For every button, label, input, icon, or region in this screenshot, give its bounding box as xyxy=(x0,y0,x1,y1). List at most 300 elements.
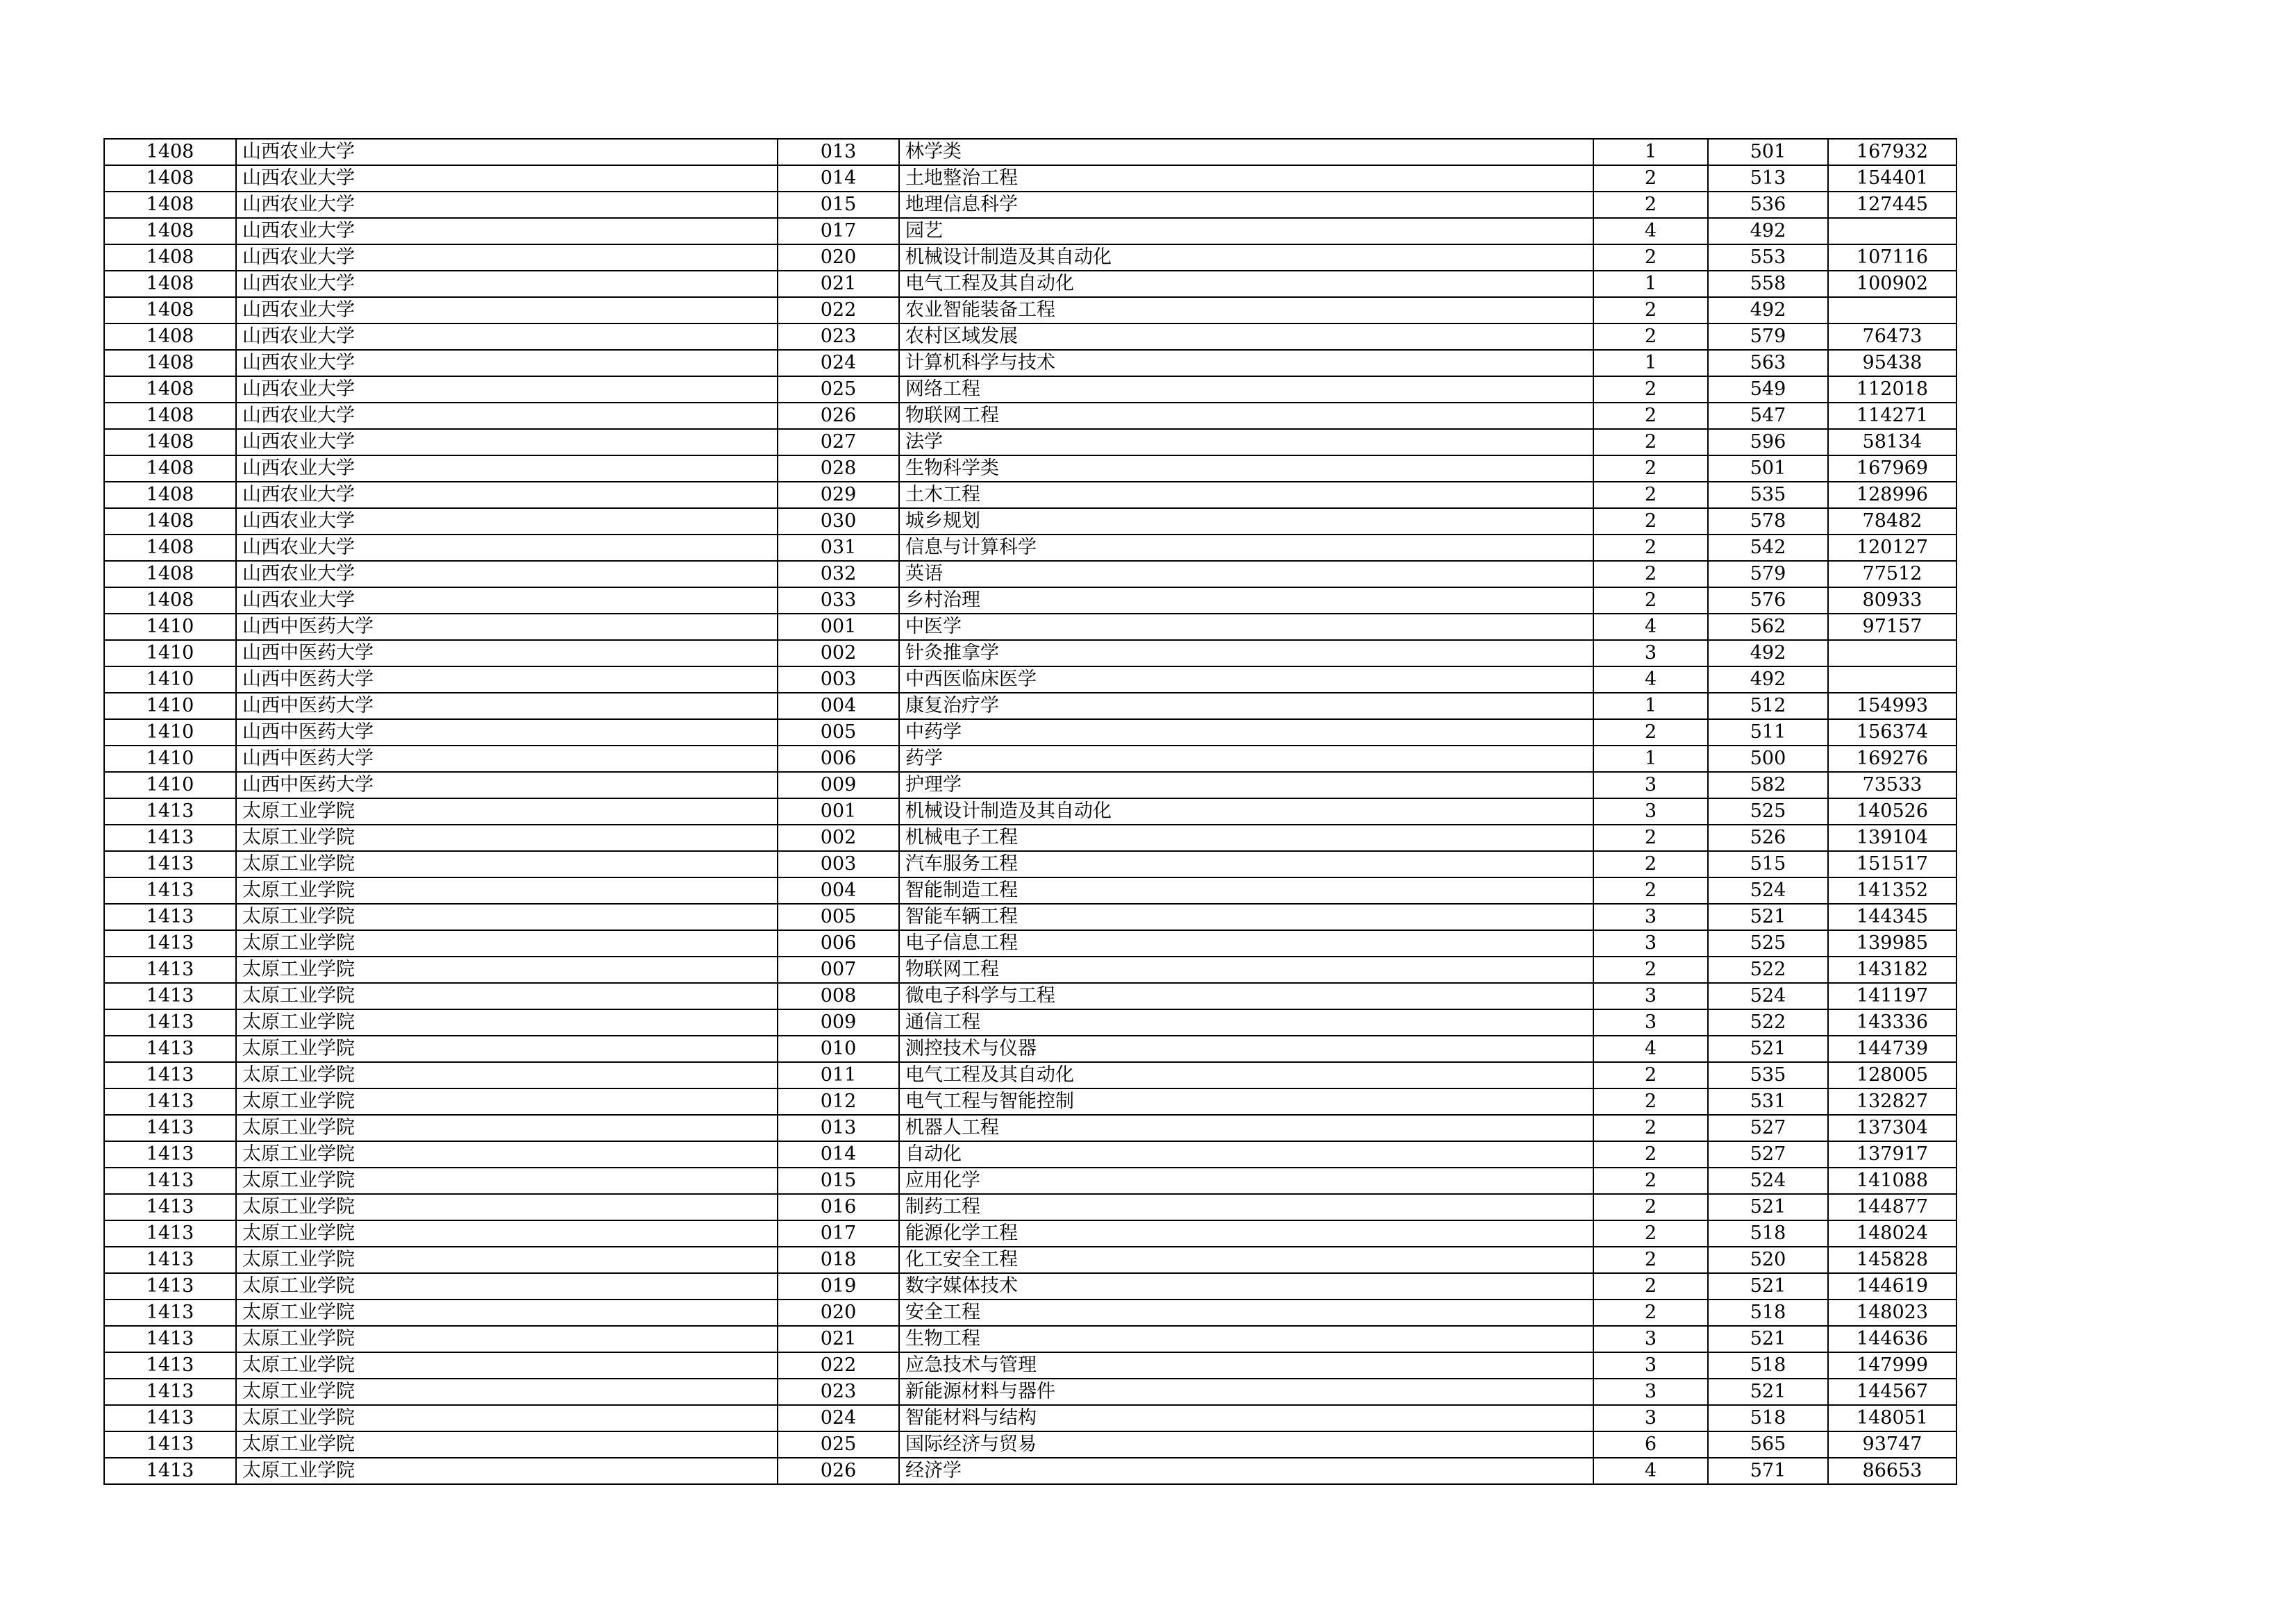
min-rank-cell: 128996 xyxy=(1828,482,1956,508)
table-row xyxy=(104,1300,1956,1326)
plan-count-cell: 2 xyxy=(1593,429,1708,455)
min-score-cell: 492 xyxy=(1708,297,1828,323)
min-rank-cell xyxy=(1828,218,1956,244)
min-score-cell: 536 xyxy=(1708,192,1828,218)
school-code-cell: 1413 xyxy=(104,851,236,877)
min-score-cell: 535 xyxy=(1708,482,1828,508)
min-score-cell: 565 xyxy=(1708,1431,1828,1458)
major-code-cell: 025 xyxy=(778,1431,899,1458)
school-code-cell: 1413 xyxy=(104,1405,236,1431)
school-name-cell: 太原工业学院 xyxy=(236,983,778,1009)
plan-count-cell: 2 xyxy=(1593,165,1708,192)
major-code-cell: 004 xyxy=(778,693,899,719)
plan-count-cell: 3 xyxy=(1593,1379,1708,1405)
major-name-cell: 林学类 xyxy=(899,139,1593,165)
major-code-cell: 025 xyxy=(778,376,899,403)
table-row xyxy=(104,719,1956,746)
school-name-cell: 山西中医药大学 xyxy=(236,614,778,640)
school-code-cell: 1413 xyxy=(104,1009,236,1036)
major-code-cell: 033 xyxy=(778,587,899,614)
plan-count-cell: 1 xyxy=(1593,693,1708,719)
major-name-cell: 数字媒体技术 xyxy=(899,1273,1593,1300)
plan-count-cell: 2 xyxy=(1593,323,1708,350)
major-name-cell: 针灸推拿学 xyxy=(899,640,1593,666)
min-score-cell: 515 xyxy=(1708,851,1828,877)
table-row xyxy=(104,1194,1956,1220)
major-code-cell: 009 xyxy=(778,1009,899,1036)
plan-count-cell: 2 xyxy=(1593,587,1708,614)
plan-count-cell: 2 xyxy=(1593,825,1708,851)
min-score-cell: 563 xyxy=(1708,350,1828,376)
school-name-cell: 太原工业学院 xyxy=(236,1247,778,1273)
school-name-cell: 太原工业学院 xyxy=(236,1352,778,1379)
major-code-cell: 016 xyxy=(778,1194,899,1220)
plan-count-cell: 2 xyxy=(1593,376,1708,403)
school-code-cell: 1408 xyxy=(104,139,236,165)
min-rank-cell: 141197 xyxy=(1828,983,1956,1009)
table-row xyxy=(104,323,1956,350)
min-rank-cell: 145828 xyxy=(1828,1247,1956,1273)
major-name-cell: 农业智能装备工程 xyxy=(899,297,1593,323)
min-score-cell: 578 xyxy=(1708,508,1828,535)
min-score-cell: 521 xyxy=(1708,1273,1828,1300)
plan-count-cell: 2 xyxy=(1593,719,1708,746)
min-score-cell: 547 xyxy=(1708,403,1828,429)
school-code-cell: 1413 xyxy=(104,1431,236,1458)
school-code-cell: 1413 xyxy=(104,1247,236,1273)
major-name-cell: 物联网工程 xyxy=(899,957,1593,983)
plan-count-cell: 3 xyxy=(1593,1352,1708,1379)
major-name-cell: 安全工程 xyxy=(899,1300,1593,1326)
school-code-cell: 1413 xyxy=(104,904,236,930)
min-rank-cell: 151517 xyxy=(1828,851,1956,877)
major-name-cell: 中药学 xyxy=(899,719,1593,746)
plan-count-cell: 4 xyxy=(1593,666,1708,693)
major-code-cell: 007 xyxy=(778,957,899,983)
school-code-cell: 1413 xyxy=(104,877,236,904)
min-score-cell: 526 xyxy=(1708,825,1828,851)
min-score-cell: 576 xyxy=(1708,587,1828,614)
plan-count-cell: 3 xyxy=(1593,904,1708,930)
plan-count-cell: 2 xyxy=(1593,561,1708,587)
min-score-cell: 558 xyxy=(1708,271,1828,297)
major-code-cell: 015 xyxy=(778,192,899,218)
plan-count-cell: 4 xyxy=(1593,614,1708,640)
min-rank-cell: 58134 xyxy=(1828,429,1956,455)
major-code-cell: 024 xyxy=(778,1405,899,1431)
min-score-cell: 579 xyxy=(1708,561,1828,587)
min-rank-cell: 95438 xyxy=(1828,350,1956,376)
min-score-cell: 501 xyxy=(1708,455,1828,482)
school-code-cell: 1413 xyxy=(104,1141,236,1168)
plan-count-cell: 1 xyxy=(1593,350,1708,376)
school-code-cell: 1408 xyxy=(104,218,236,244)
major-code-cell: 013 xyxy=(778,139,899,165)
min-score-cell: 492 xyxy=(1708,666,1828,693)
table-row xyxy=(104,983,1956,1009)
major-code-cell: 018 xyxy=(778,1247,899,1273)
school-name-cell: 太原工业学院 xyxy=(236,1088,778,1115)
min-rank-cell: 100902 xyxy=(1828,271,1956,297)
min-score-cell: 512 xyxy=(1708,693,1828,719)
min-rank-cell: 80933 xyxy=(1828,587,1956,614)
table-row xyxy=(104,1431,1956,1458)
min-score-cell: 492 xyxy=(1708,640,1828,666)
table-row xyxy=(104,482,1956,508)
school-name-cell: 山西中医药大学 xyxy=(236,666,778,693)
major-name-cell: 经济学 xyxy=(899,1458,1593,1484)
school-name-cell: 太原工业学院 xyxy=(236,1326,778,1352)
table-row xyxy=(104,772,1956,798)
school-code-cell: 1413 xyxy=(104,1062,236,1088)
plan-count-cell: 2 xyxy=(1593,1273,1708,1300)
table-row xyxy=(104,244,1956,271)
major-code-cell: 031 xyxy=(778,535,899,561)
school-name-cell: 太原工业学院 xyxy=(236,1300,778,1326)
school-code-cell: 1413 xyxy=(104,1379,236,1405)
major-name-cell: 中医学 xyxy=(899,614,1593,640)
min-score-cell: 527 xyxy=(1708,1141,1828,1168)
major-code-cell: 022 xyxy=(778,297,899,323)
plan-count-cell: 2 xyxy=(1593,877,1708,904)
plan-count-cell: 2 xyxy=(1593,1088,1708,1115)
school-name-cell: 太原工业学院 xyxy=(236,798,778,825)
min-rank-cell: 144345 xyxy=(1828,904,1956,930)
min-rank-cell: 120127 xyxy=(1828,535,1956,561)
school-name-cell: 山西农业大学 xyxy=(236,271,778,297)
school-name-cell: 山西农业大学 xyxy=(236,482,778,508)
plan-count-cell: 1 xyxy=(1593,271,1708,297)
table-row xyxy=(104,561,1956,587)
school-name-cell: 山西中医药大学 xyxy=(236,693,778,719)
min-rank-cell: 140526 xyxy=(1828,798,1956,825)
major-code-cell: 024 xyxy=(778,350,899,376)
min-rank-cell: 143182 xyxy=(1828,957,1956,983)
min-score-cell: 521 xyxy=(1708,904,1828,930)
min-rank-cell: 156374 xyxy=(1828,719,1956,746)
min-score-cell: 522 xyxy=(1708,957,1828,983)
major-name-cell: 通信工程 xyxy=(899,1009,1593,1036)
plan-count-cell: 6 xyxy=(1593,1431,1708,1458)
school-name-cell: 太原工业学院 xyxy=(236,1379,778,1405)
school-code-cell: 1413 xyxy=(104,1220,236,1247)
table-row xyxy=(104,825,1956,851)
major-name-cell: 化工安全工程 xyxy=(899,1247,1593,1273)
school-code-cell: 1413 xyxy=(104,1194,236,1220)
school-name-cell: 太原工业学院 xyxy=(236,930,778,957)
major-name-cell: 护理学 xyxy=(899,772,1593,798)
major-code-cell: 021 xyxy=(778,271,899,297)
min-rank-cell: 77512 xyxy=(1828,561,1956,587)
plan-count-cell: 3 xyxy=(1593,1009,1708,1036)
plan-count-cell: 2 xyxy=(1593,957,1708,983)
major-code-cell: 029 xyxy=(778,482,899,508)
major-name-cell: 园艺 xyxy=(899,218,1593,244)
min-rank-cell: 154401 xyxy=(1828,165,1956,192)
school-name-cell: 山西农业大学 xyxy=(236,165,778,192)
major-code-cell: 028 xyxy=(778,455,899,482)
plan-count-cell: 2 xyxy=(1593,1062,1708,1088)
min-rank-cell: 167932 xyxy=(1828,139,1956,165)
plan-count-cell: 2 xyxy=(1593,1115,1708,1141)
major-code-cell: 014 xyxy=(778,1141,899,1168)
table-row xyxy=(104,139,1956,165)
school-name-cell: 山西农业大学 xyxy=(236,218,778,244)
major-name-cell: 乡村治理 xyxy=(899,587,1593,614)
major-name-cell: 信息与计算科学 xyxy=(899,535,1593,561)
min-score-cell: 582 xyxy=(1708,772,1828,798)
min-rank-cell: 169276 xyxy=(1828,746,1956,772)
major-name-cell: 农村区域发展 xyxy=(899,323,1593,350)
major-code-cell: 030 xyxy=(778,508,899,535)
min-score-cell: 521 xyxy=(1708,1326,1828,1352)
min-score-cell: 525 xyxy=(1708,930,1828,957)
plan-count-cell: 4 xyxy=(1593,218,1708,244)
major-code-cell: 012 xyxy=(778,1088,899,1115)
major-name-cell: 新能源材料与器件 xyxy=(899,1379,1593,1405)
table-row xyxy=(104,1405,1956,1431)
school-code-cell: 1410 xyxy=(104,693,236,719)
school-code-cell: 1408 xyxy=(104,429,236,455)
plan-count-cell: 2 xyxy=(1593,1220,1708,1247)
major-name-cell: 智能制造工程 xyxy=(899,877,1593,904)
table-row xyxy=(104,904,1956,930)
min-rank-cell: 137917 xyxy=(1828,1141,1956,1168)
school-name-cell: 山西农业大学 xyxy=(236,244,778,271)
min-score-cell: 553 xyxy=(1708,244,1828,271)
school-name-cell: 山西农业大学 xyxy=(236,376,778,403)
min-rank-cell: 114271 xyxy=(1828,403,1956,429)
min-score-cell: 511 xyxy=(1708,719,1828,746)
table-row xyxy=(104,1379,1956,1405)
school-code-cell: 1408 xyxy=(104,376,236,403)
table-row xyxy=(104,1088,1956,1115)
major-name-cell: 机械设计制造及其自动化 xyxy=(899,798,1593,825)
table-row xyxy=(104,957,1956,983)
min-rank-cell: 127445 xyxy=(1828,192,1956,218)
major-name-cell: 智能材料与结构 xyxy=(899,1405,1593,1431)
school-name-cell: 太原工业学院 xyxy=(236,957,778,983)
school-name-cell: 山西农业大学 xyxy=(236,297,778,323)
table-row xyxy=(104,297,1956,323)
min-score-cell: 518 xyxy=(1708,1405,1828,1431)
major-code-cell: 021 xyxy=(778,1326,899,1352)
major-code-cell: 015 xyxy=(778,1168,899,1194)
major-name-cell: 电气工程及其自动化 xyxy=(899,271,1593,297)
major-name-cell: 生物科学类 xyxy=(899,455,1593,482)
table-row xyxy=(104,165,1956,192)
school-code-cell: 1408 xyxy=(104,244,236,271)
school-name-cell: 山西农业大学 xyxy=(236,323,778,350)
min-score-cell: 571 xyxy=(1708,1458,1828,1484)
min-score-cell: 549 xyxy=(1708,376,1828,403)
min-rank-cell: 139104 xyxy=(1828,825,1956,851)
min-score-cell: 492 xyxy=(1708,218,1828,244)
major-name-cell: 药学 xyxy=(899,746,1593,772)
plan-count-cell: 3 xyxy=(1593,1405,1708,1431)
plan-count-cell: 2 xyxy=(1593,1247,1708,1273)
table-row xyxy=(104,693,1956,719)
min-rank-cell: 144619 xyxy=(1828,1273,1956,1300)
min-rank-cell: 148051 xyxy=(1828,1405,1956,1431)
major-code-cell: 020 xyxy=(778,1300,899,1326)
major-code-cell: 005 xyxy=(778,719,899,746)
school-code-cell: 1408 xyxy=(104,271,236,297)
major-code-cell: 014 xyxy=(778,165,899,192)
major-code-cell: 002 xyxy=(778,640,899,666)
table-row xyxy=(104,535,1956,561)
min-score-cell: 535 xyxy=(1708,1062,1828,1088)
major-name-cell: 机械电子工程 xyxy=(899,825,1593,851)
min-rank-cell xyxy=(1828,666,1956,693)
table-row xyxy=(104,1062,1956,1088)
school-code-cell: 1410 xyxy=(104,666,236,693)
school-name-cell: 山西农业大学 xyxy=(236,139,778,165)
school-code-cell: 1413 xyxy=(104,1088,236,1115)
school-name-cell: 山西农业大学 xyxy=(236,508,778,535)
school-name-cell: 太原工业学院 xyxy=(236,1115,778,1141)
plan-count-cell: 3 xyxy=(1593,640,1708,666)
school-name-cell: 山西农业大学 xyxy=(236,535,778,561)
plan-count-cell: 4 xyxy=(1593,1458,1708,1484)
major-code-cell: 017 xyxy=(778,1220,899,1247)
major-code-cell: 011 xyxy=(778,1062,899,1088)
major-name-cell: 地理信息科学 xyxy=(899,192,1593,218)
major-name-cell: 土木工程 xyxy=(899,482,1593,508)
min-rank-cell: 107116 xyxy=(1828,244,1956,271)
major-code-cell: 006 xyxy=(778,746,899,772)
min-score-cell: 520 xyxy=(1708,1247,1828,1273)
major-code-cell: 020 xyxy=(778,244,899,271)
major-code-cell: 010 xyxy=(778,1036,899,1062)
table-row xyxy=(104,508,1956,535)
major-name-cell: 中西医临床医学 xyxy=(899,666,1593,693)
major-code-cell: 022 xyxy=(778,1352,899,1379)
major-name-cell: 机器人工程 xyxy=(899,1115,1593,1141)
plan-count-cell: 2 xyxy=(1593,1194,1708,1220)
min-rank-cell: 128005 xyxy=(1828,1062,1956,1088)
major-name-cell: 机械设计制造及其自动化 xyxy=(899,244,1593,271)
table-row xyxy=(104,403,1956,429)
min-rank-cell: 144567 xyxy=(1828,1379,1956,1405)
school-code-cell: 1408 xyxy=(104,482,236,508)
min-score-cell: 525 xyxy=(1708,798,1828,825)
plan-count-cell: 4 xyxy=(1593,1036,1708,1062)
table-row xyxy=(104,1220,1956,1247)
min-rank-cell: 144877 xyxy=(1828,1194,1956,1220)
min-rank-cell: 86653 xyxy=(1828,1458,1956,1484)
major-code-cell: 032 xyxy=(778,561,899,587)
major-code-cell: 009 xyxy=(778,772,899,798)
major-name-cell: 城乡规划 xyxy=(899,508,1593,535)
major-code-cell: 003 xyxy=(778,666,899,693)
admission-table xyxy=(103,138,1957,1485)
plan-count-cell: 2 xyxy=(1593,244,1708,271)
major-name-cell: 电子信息工程 xyxy=(899,930,1593,957)
school-code-cell: 1408 xyxy=(104,403,236,429)
min-rank-cell: 132827 xyxy=(1828,1088,1956,1115)
min-score-cell: 531 xyxy=(1708,1088,1828,1115)
min-score-cell: 596 xyxy=(1708,429,1828,455)
plan-count-cell: 2 xyxy=(1593,192,1708,218)
major-name-cell: 土地整治工程 xyxy=(899,165,1593,192)
school-code-cell: 1413 xyxy=(104,1115,236,1141)
major-name-cell: 能源化学工程 xyxy=(899,1220,1593,1247)
major-name-cell: 物联网工程 xyxy=(899,403,1593,429)
school-code-cell: 1408 xyxy=(104,297,236,323)
school-name-cell: 山西农业大学 xyxy=(236,587,778,614)
table-row xyxy=(104,1326,1956,1352)
plan-count-cell: 3 xyxy=(1593,930,1708,957)
table-row xyxy=(104,455,1956,482)
school-name-cell: 太原工业学院 xyxy=(236,1458,778,1484)
school-name-cell: 太原工业学院 xyxy=(236,904,778,930)
min-rank-cell: 143336 xyxy=(1828,1009,1956,1036)
major-code-cell: 026 xyxy=(778,403,899,429)
table-row xyxy=(104,192,1956,218)
plan-count-cell: 2 xyxy=(1593,1168,1708,1194)
school-name-cell: 山西农业大学 xyxy=(236,192,778,218)
plan-count-cell: 3 xyxy=(1593,798,1708,825)
major-code-cell: 023 xyxy=(778,1379,899,1405)
school-name-cell: 山西农业大学 xyxy=(236,455,778,482)
school-code-cell: 1413 xyxy=(104,1326,236,1352)
major-name-cell: 汽车服务工程 xyxy=(899,851,1593,877)
school-code-cell: 1413 xyxy=(104,825,236,851)
major-name-cell: 计算机科学与技术 xyxy=(899,350,1593,376)
major-code-cell: 002 xyxy=(778,825,899,851)
major-name-cell: 测控技术与仪器 xyxy=(899,1036,1593,1062)
table-row xyxy=(104,1273,1956,1300)
min-score-cell: 521 xyxy=(1708,1036,1828,1062)
table-row xyxy=(104,1168,1956,1194)
major-name-cell: 英语 xyxy=(899,561,1593,587)
min-rank-cell: 78482 xyxy=(1828,508,1956,535)
min-score-cell: 579 xyxy=(1708,323,1828,350)
major-code-cell: 003 xyxy=(778,851,899,877)
school-name-cell: 太原工业学院 xyxy=(236,1405,778,1431)
plan-count-cell: 2 xyxy=(1593,297,1708,323)
school-name-cell: 太原工业学院 xyxy=(236,825,778,851)
table-body xyxy=(104,139,1956,1484)
min-rank-cell xyxy=(1828,297,1956,323)
plan-count-cell: 1 xyxy=(1593,746,1708,772)
major-name-cell: 网络工程 xyxy=(899,376,1593,403)
table-row xyxy=(104,614,1956,640)
school-code-cell: 1413 xyxy=(104,1168,236,1194)
min-score-cell: 524 xyxy=(1708,1168,1828,1194)
min-rank-cell: 148023 xyxy=(1828,1300,1956,1326)
min-rank-cell: 147999 xyxy=(1828,1352,1956,1379)
major-code-cell: 023 xyxy=(778,323,899,350)
plan-count-cell: 3 xyxy=(1593,1326,1708,1352)
min-score-cell: 513 xyxy=(1708,165,1828,192)
min-score-cell: 518 xyxy=(1708,1352,1828,1379)
table-row xyxy=(104,798,1956,825)
plan-count-cell: 2 xyxy=(1593,1300,1708,1326)
school-name-cell: 太原工业学院 xyxy=(236,1194,778,1220)
school-code-cell: 1410 xyxy=(104,746,236,772)
major-code-cell: 026 xyxy=(778,1458,899,1484)
table-row xyxy=(104,930,1956,957)
school-code-cell: 1413 xyxy=(104,798,236,825)
table-row xyxy=(104,666,1956,693)
table-row xyxy=(104,1009,1956,1036)
plan-count-cell: 2 xyxy=(1593,403,1708,429)
school-name-cell: 太原工业学院 xyxy=(236,1220,778,1247)
plan-count-cell: 3 xyxy=(1593,772,1708,798)
table-row xyxy=(104,1352,1956,1379)
